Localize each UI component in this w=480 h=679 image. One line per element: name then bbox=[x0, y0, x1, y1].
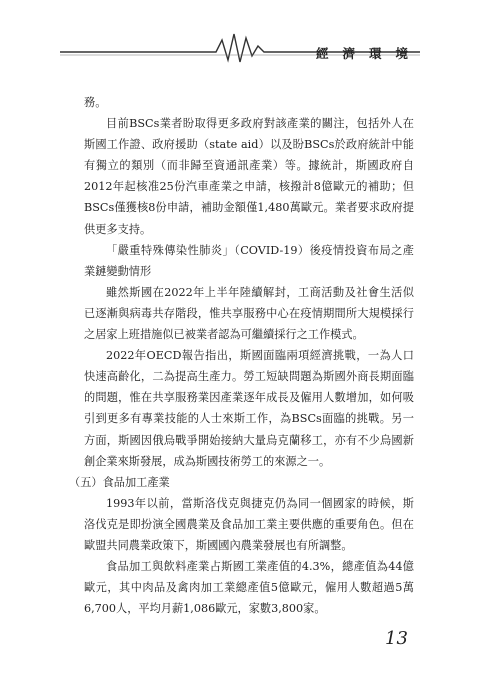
section-heading: （五）食品加工產業 bbox=[69, 475, 170, 489]
paragraph: 1993年以前，當斯洛伐克與捷克仍為同一個國家的時候，斯洛伐克是即扮演全國農業及食品加工業主要供應的重要角色。但在歐盟共同農業政策下，斯國國內農業發展也有所調整。 bbox=[84, 496, 414, 552]
page-body bbox=[69, 92, 414, 619]
subheading: 「嚴重特殊傳染性肺炎」（COVID-19）後疫情投資布局之產業鏈變動情形 bbox=[84, 243, 414, 278]
section-title: 經濟環境 bbox=[316, 46, 423, 61]
paragraph: 務。 bbox=[84, 96, 107, 109]
paragraph: 2022年OECD報告指出，斯國面臨兩項經濟挑戰，一為人口快速高齡化，二為提高生產力。勞工短缺問題為斯國外商長期面臨的問題，惟在共享服務業因產業逐年成長及僱用人數增加，如何吸引到更多有專業技能的人士來斯工作，為BSCs面臨的挑戰。另一方面，斯國因俄烏戰爭開始接納大量烏克蘭移工，亦有不少烏國新創企業來斯發展，成為斯國技術勞工的來源之一。 bbox=[84, 349, 414, 468]
paragraph: 目前BSCs業者盼取得更多政府對該產業的關注，包括外人在斯國工作證、政府援助（state aid）以及盼BSCs於政府統計中能有獨立的類別（而非歸至資通訊產業）等。據統計，斯國政府自2012年起核准25份汽車產業之申請，核撥計8億歐元的補助；但BSCs僅獲核8份申請，補助金額僅1,480萬歐元。業者要求政府提供更多支持。 bbox=[84, 117, 414, 236]
paragraph: 雖然斯國在2022年上半年陸續解封，工商活動及社會生活似已逐漸與病毒共存階段，惟共享服務中心在疫情期間所大規模採行之居家上班措施似已被業者認為可繼續採行之工作模式。 bbox=[84, 285, 414, 342]
paragraph: 食品加工與飲料產業占斯國工業產值的4.3%，總產值為44億歐元，其中肉品及禽肉加工業總產值5億歐元，僱用人數超過5萬6,700人，平均月薪1,086歐元，家數3,800家。 bbox=[84, 560, 414, 616]
page-number: 13 bbox=[385, 628, 408, 649]
page-header bbox=[0, 0, 480, 70]
